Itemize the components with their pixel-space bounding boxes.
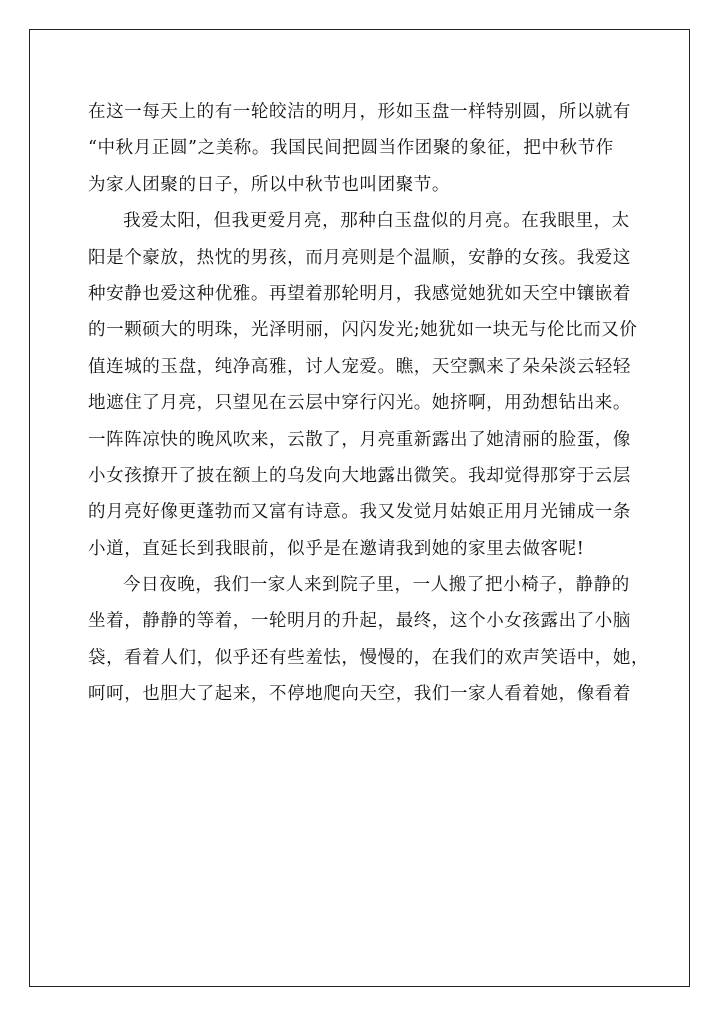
text-line: 坐着，静静的等着，一轮明月的升起，最终，这个小女孩露出了小脑 <box>88 611 631 632</box>
paragraph-start-line: 今日夜晚，我们一家人来到院子里，一人搬了把小椅子，静静的 <box>123 575 630 596</box>
document-body <box>88 94 650 713</box>
text-line: 地遮住了月亮，只望见在云层中穿行闪光。她挤啊，用劲想钻出来。 <box>88 393 631 414</box>
text-line: 小道，直延长到我眼前，似乎是在邀请我到她的家里去做客呢! <box>88 538 585 559</box>
text-line: 的一颗硕大的明珠，光泽明丽，闪闪发光;她犹如一块无与伦比而又价 <box>88 320 638 341</box>
text-line: 种安静也爱这种优雅。再望着那轮明月，我感觉她犹如天空中镶嵌着 <box>88 283 631 304</box>
text-line: 一阵阵凉快的晚风吹来，云散了，月亮重新露出了她清丽的脸蛋，像 <box>88 429 631 450</box>
text-line: 为家人团聚的日子，所以中秋节也叫团聚节。 <box>88 174 450 195</box>
text-line: 值连城的玉盘，纯净高雅，讨人宠爱。瞧，天空飘来了朵朵淡云轻轻 <box>88 356 631 377</box>
text-line: 阳是个豪放，热忱的男孩，而月亮则是个温顺，安静的女孩。我爱这 <box>88 247 631 268</box>
text-line: 的月亮好像更蓬勃而又富有诗意。我又发觉月姑娘正用月光铺成一条 <box>88 502 631 523</box>
text-line: 在这一每天上的有一轮皎洁的明月，形如玉盘一样特别圆，所以就有 <box>88 102 631 122</box>
text-line: 小女孩撩开了披在额上的乌发向大地露出微笑。我却觉得那穿于云层 <box>88 465 631 486</box>
paragraph-start-line: 我爱太阳，但我更爱月亮，那种白玉盘似的月亮。在我眼里，太 <box>123 211 630 232</box>
text-line: “中秋月正圆”之美称。我国民间把圆当作团聚的象征，把中秋节作 <box>88 138 614 159</box>
text-line: 呵呵，也胆大了起来，不停地爬向天空，我们一家人看着她，像看着 <box>88 684 631 705</box>
text-line: 袋，看着人们，似乎还有些羞怯，慢慢的，在我们的欢声笑语中，她， <box>88 647 650 668</box>
